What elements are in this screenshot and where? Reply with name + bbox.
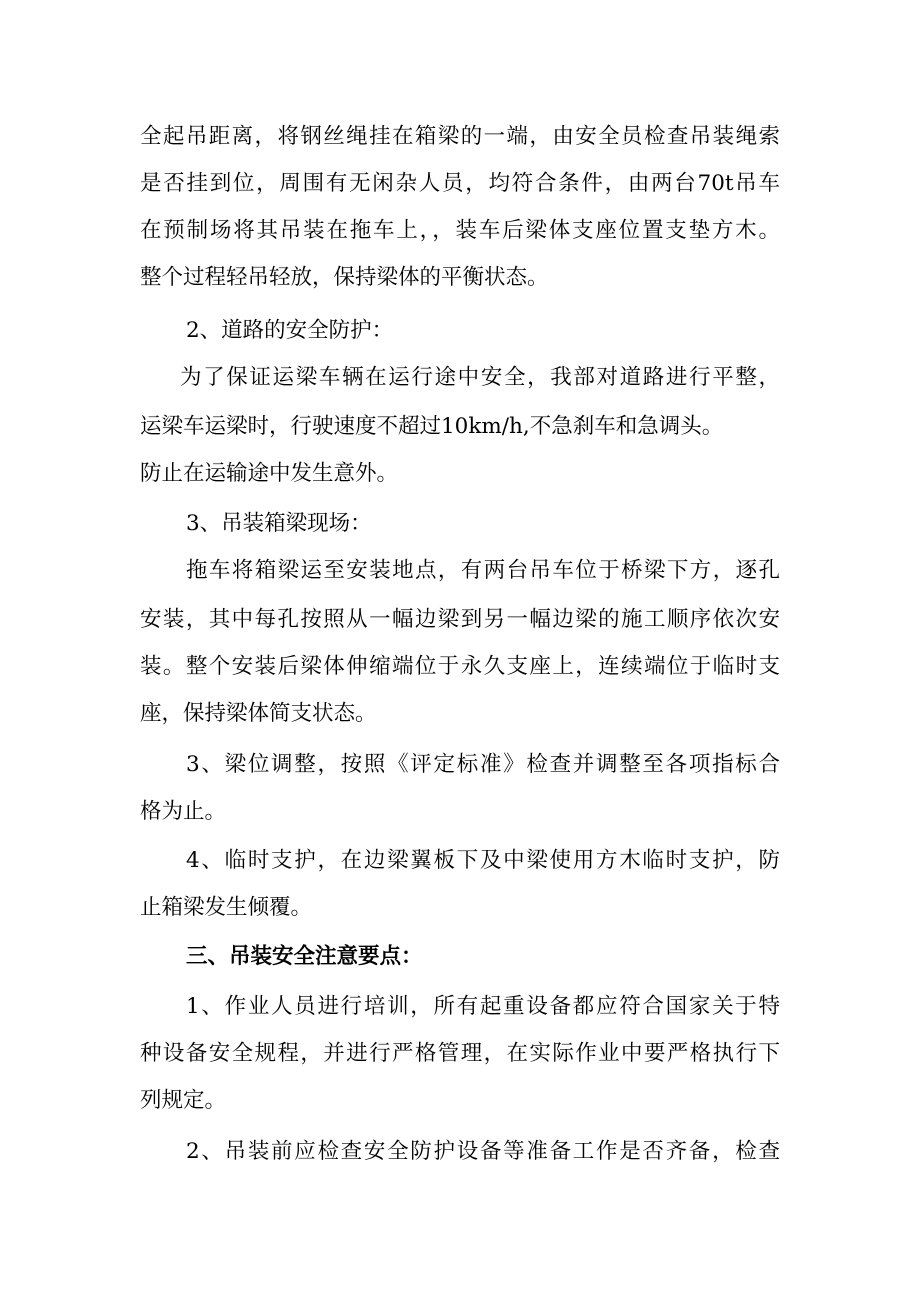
text-line: 安装，其中每孔按照从一幅边梁到另一幅边梁的施工顺序依次安 [140, 607, 780, 632]
text-line: 在预制场将其吊装在拖车上，，装车后梁体支座位置支垫方木。 [140, 218, 780, 243]
text-line: 止箱梁发生倾覆。 [140, 895, 313, 920]
text-line: 拖车将箱梁运至安装地点，有两台吊车位于桥梁下方，逐孔 [186, 558, 780, 583]
text-line: 4、临时支护，在边梁翼板下及中梁使用方木临时支护，防 [186, 848, 780, 873]
section-subheading: 2、道路的安全防护： [186, 318, 394, 343]
text-line: 1、作业人员进行培训，所有起重设备都应符合国家关于特 [186, 994, 780, 1019]
text-line: 2、吊装前应检查安全防护设备等准备工作是否齐备，检查 [186, 1139, 780, 1164]
text-line: 整个过程轻吊轻放，保持梁体的平衡状态。 [140, 265, 549, 290]
text-line: 为了保证运梁车辆在运行途中安全，我部对道路进行平整， [180, 365, 780, 390]
text-line: 装。整个安装后梁体伸缩端位于永久支座上，连续端位于临时支 [140, 654, 780, 679]
text-line: 座，保持梁体简支状态。 [140, 701, 377, 726]
text-line: 列规定。 [140, 1088, 227, 1113]
text-line: 是否挂到位，周围有无闲杂人员，均符合条件，由两台70t吊车 [140, 171, 780, 196]
text-line: 种设备安全规程，并进行严格管理，在实际作业中要严格执行下 [140, 1041, 780, 1066]
section-subheading: 3、吊装箱梁现场： [186, 511, 372, 536]
text-line: 3、梁位调整，按照《评定标准》检查并调整至各项指标合 [186, 752, 780, 777]
text-line: 格为止。 [140, 799, 227, 824]
text-line: 防止在运输途中发生意外。 [140, 461, 399, 486]
text-line: 全起吊距离，将钢丝绳挂在箱梁的一端，由安全员检查吊装绳索 [140, 124, 780, 149]
section-heading: 三、吊装安全注意要点： [186, 944, 423, 969]
text-line: 运梁车运梁时，行驶速度不超过10km/h,不急刹车和急调头。 [140, 414, 724, 439]
